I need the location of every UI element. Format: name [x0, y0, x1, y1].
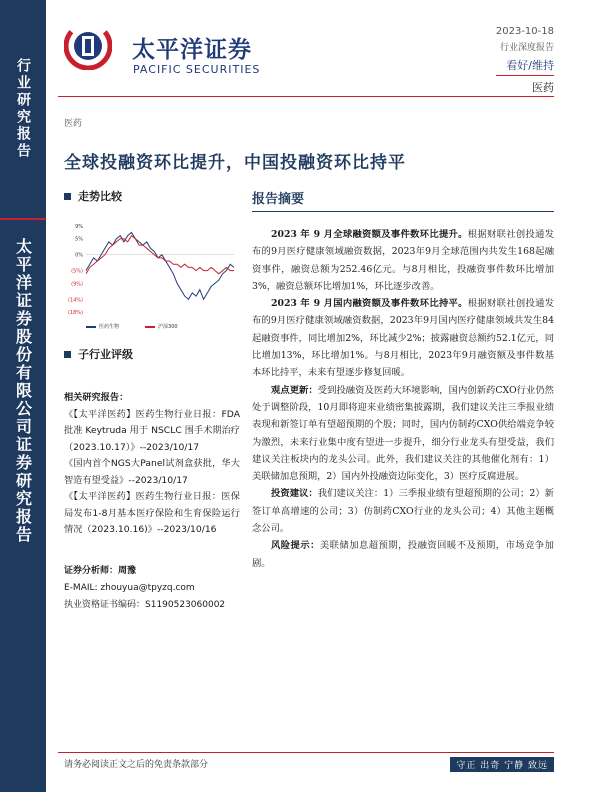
- footer-motto: 守正 出奇 宁静 致远: [450, 757, 554, 772]
- rating-label: 看好/维持: [496, 57, 554, 76]
- legend-item-hs300: 沪深300: [145, 323, 178, 330]
- breadcrumb: 医药: [64, 119, 83, 129]
- rating-heading: [64, 346, 240, 362]
- analyst-email[interactable]: E-MAIL: zhouyua@tpyzq.com: [64, 582, 195, 593]
- related-report-item[interactable]: 《【太平洋医药】医药生物行业日报：FDA 批准 Keytruda 用于 NSCLC 围手术期治疗（2023.10.17）》--2023/10/17: [64, 408, 240, 453]
- summary-paragraph: 观点更新：受到投融资及医药大环境影响，国内创新药CXO行业仍然处于调整阶段，10月即将迎来业绩密集披露期，我们建议关注三季报业绩表现和新签订单有望超预期的个股；同时，国内仿制药CXO供给端竞争较为激烈，未来行业集中度有望进一步提升，细分行业龙头有望受益，我们建议关注板块内的龙头公司。此外，我们建议关注的其他催化剂有：1）美联储加息预期，2）国内外投融资边际变化，3）医疗反腐进展。: [252, 384, 554, 483]
- trend-chart: [64, 212, 240, 330]
- trend-heading-text: 走势比较: [78, 190, 122, 203]
- left-column: [64, 188, 240, 614]
- footer-divider: [58, 752, 554, 753]
- related-report-item[interactable]: 《【太平洋医药】医药生物行业日报：医保局发布1-8月基本医疗保险和生育保险运行情况（2023.10.16)》--2023/10/16: [64, 491, 240, 535]
- legend-item-pharma: 医药生物: [86, 323, 119, 330]
- summary-paragraph: 风险提示：美联储加息超预期，投融资回暖不及预期，市场竞争加剧。: [252, 540, 554, 569]
- sidebar-divider: [0, 218, 46, 220]
- y-tick-label: 5%: [75, 236, 83, 243]
- y-tick-label: (18%): [67, 310, 83, 316]
- report-type: 行业深度报告: [499, 43, 554, 53]
- footer-disclaimer: 请务必阅读正文之后的免责条款部分: [64, 760, 209, 770]
- sidebar-report-category: 行业研究报告: [15, 58, 31, 160]
- related-reports-label: 相关研究报告：: [64, 392, 129, 403]
- summary-heading: 报告摘要: [252, 188, 554, 212]
- sector-label: 医药: [532, 81, 554, 94]
- related-report-item[interactable]: 《国内首个NGS大Panel试剂盒获批，华大智造有望受益》--2023/10/17: [64, 458, 240, 486]
- logo-mark-icon: [64, 22, 112, 70]
- y-tick-label: (5%): [71, 268, 83, 275]
- logo-cn-text: 太平洋证券: [132, 37, 252, 63]
- report-meta: [496, 26, 554, 95]
- analyst-info: [64, 563, 240, 614]
- trend-chart-svg: [64, 212, 240, 320]
- square-bullet-icon: [64, 351, 71, 358]
- y-tick-label: (14%): [67, 297, 83, 304]
- square-bullet-icon: [64, 193, 71, 200]
- page-title: 全球投融资环比提升，中国投融资环比持平: [64, 153, 406, 173]
- analyst-cert: 执业资格证书编码：S1190523060002: [64, 599, 226, 610]
- logo-en-text: PACIFIC SECURITIES: [133, 63, 261, 76]
- related-reports: [64, 390, 240, 539]
- series-line-pharma: [86, 232, 234, 299]
- sidebar-company-label: 太平洋证券股份有限公司证券研究报告: [13, 238, 33, 544]
- summary-column: [252, 188, 554, 572]
- y-tick-label: 9%: [75, 224, 83, 230]
- trend-heading: [64, 188, 240, 204]
- analyst-name: 证券分析师：周豫: [64, 565, 137, 576]
- chart-legend: [86, 323, 178, 330]
- summary-paragraph: 2023 年 9 月国内融资额及事件数环比持平。根据财联社创投通发布的9月医疗健康领域融资数据，2023年9月国内医疗健康领域共发生84起融资事件，同比增加2%，环比减少2%；披露融资总额约52.1亿元，同比增加13%，环比增加1%。与8月相比，2023年9月融资额及事件数基本环比持平，未来有望逐步修复回暖。: [252, 298, 554, 379]
- sidebar: [0, 0, 46, 792]
- y-tick-label: 0%: [75, 252, 83, 259]
- summary-paragraph: 投资建议：我们建议关注：1）三季报业绩有望超预期的公司；2）新签订单高增速的公司；3）仿制药CXO行业的龙头公司；4）其他主题概念公司。: [252, 488, 554, 535]
- summary-paragraph: 2023 年 9 月全球融资额及事件数环比提升。根据财联社创投通发布的9月医疗健康领域融资数据，2023年9月全球范围内共发生168起融资事件，融资总额为252.46亿元。与8月相比，投融资事件数环比增加3%，融资总额环比增加1%，环比逐步改善。: [252, 229, 554, 292]
- y-tick-label: (9%): [71, 281, 83, 288]
- rating-heading-text: 子行业评级: [78, 348, 133, 361]
- report-date: 2023-10-18: [495, 26, 554, 37]
- header-divider: [58, 96, 554, 97]
